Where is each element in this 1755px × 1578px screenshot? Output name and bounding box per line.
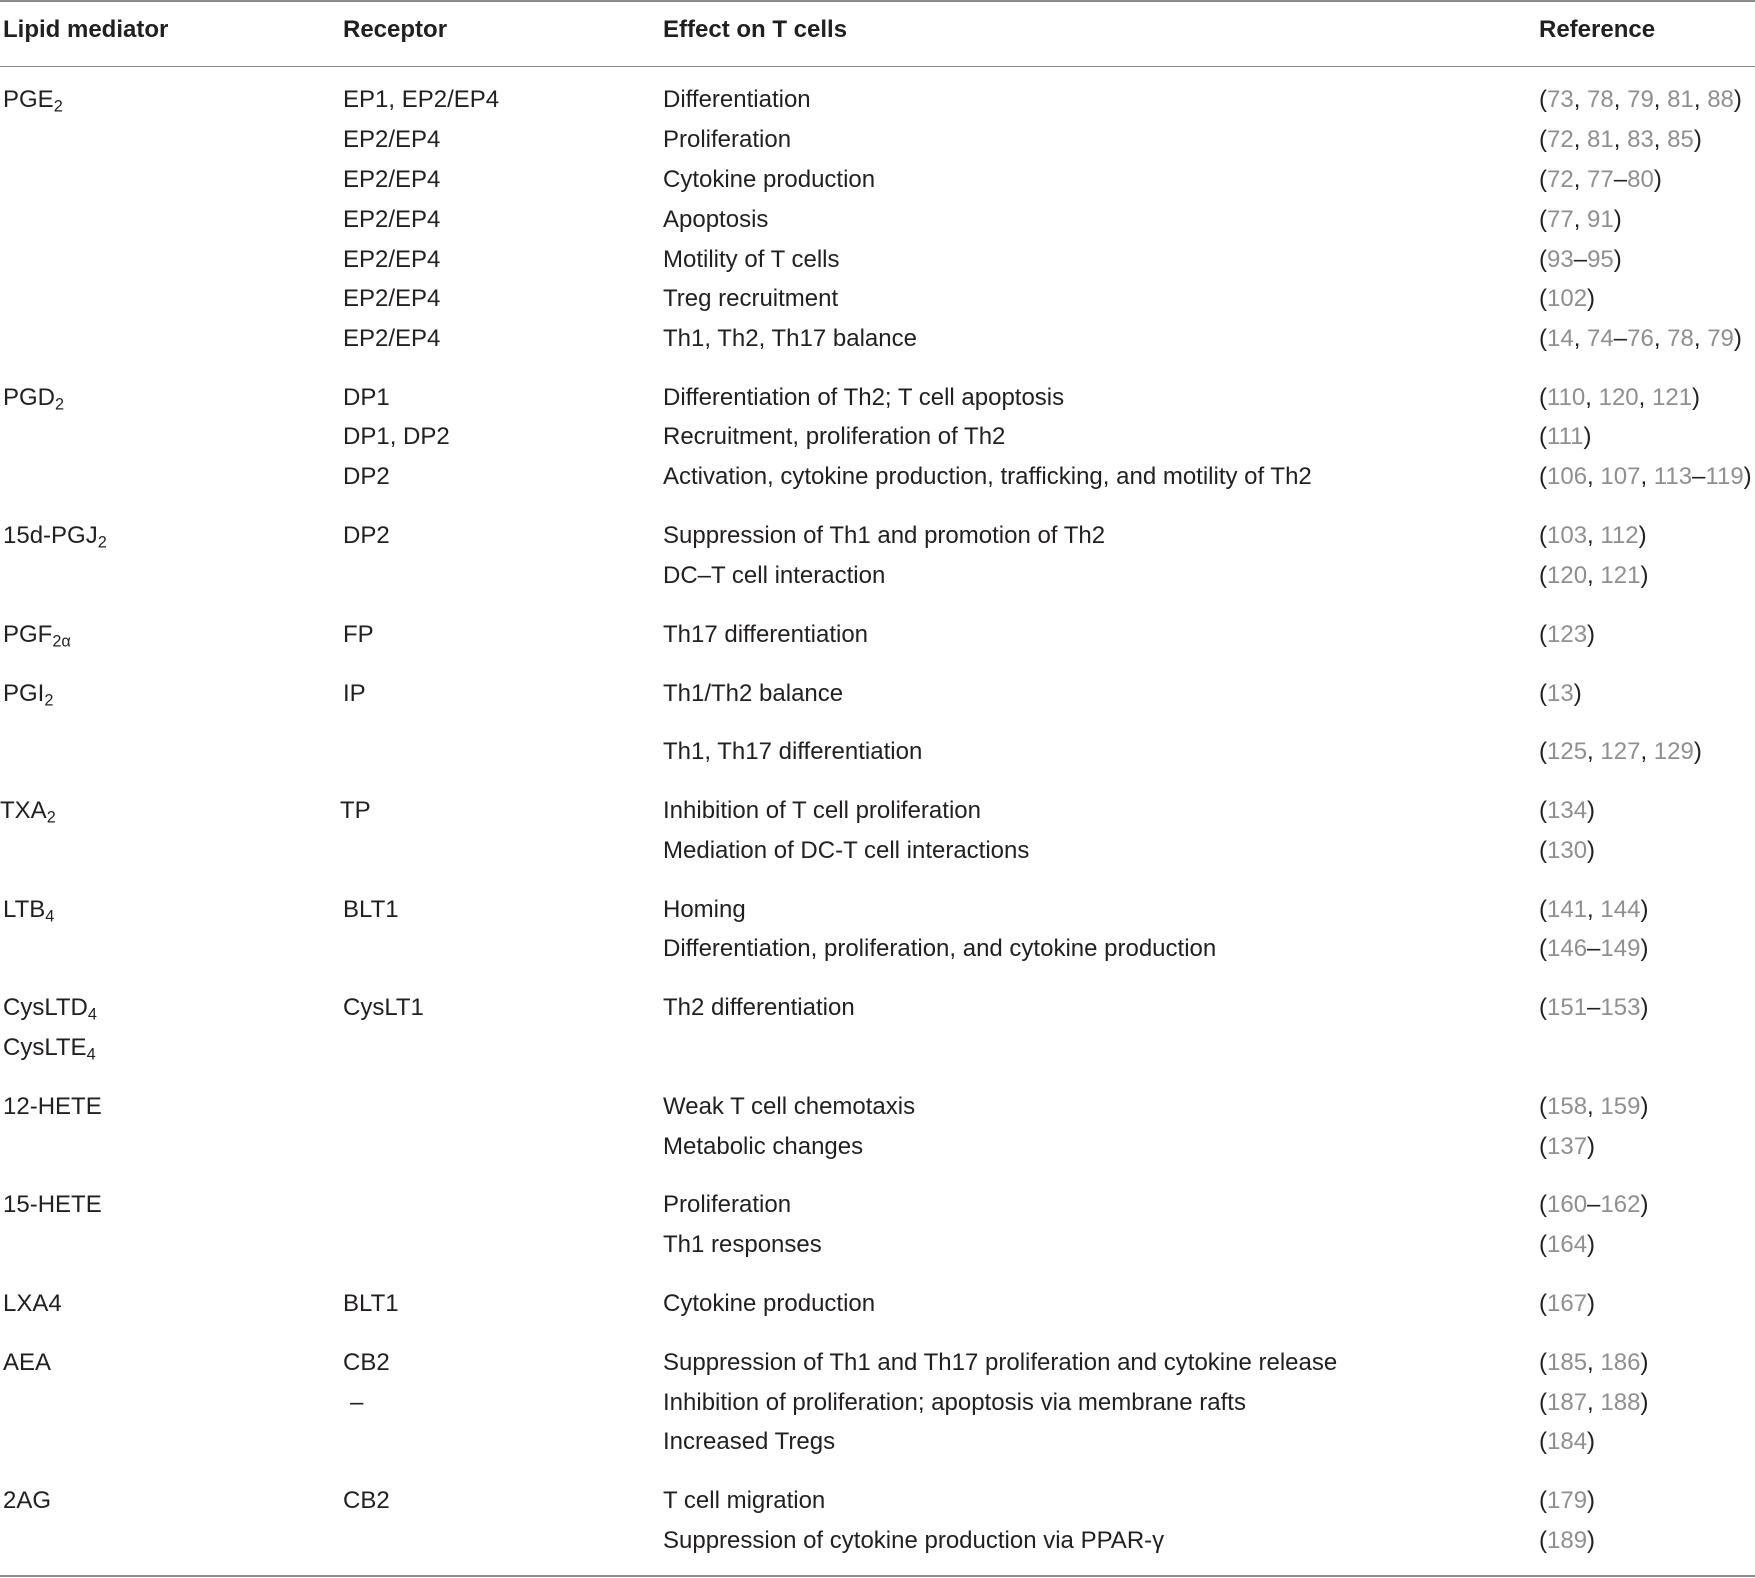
cell-effect: Activation, cytokine production, trafficking, and motility of Th2 [663, 463, 1312, 490]
cell-lipid-mediator: LXA4 [3, 1290, 62, 1317]
table-row [0, 1127, 1755, 1167]
table-row [0, 80, 1755, 120]
table-row [0, 1225, 1755, 1265]
cell-receptor: EP2/EP4 [343, 325, 441, 352]
cell-effect: DC–T cell interaction [663, 562, 886, 589]
cell-effect: Mediation of DC-T cell interactions [663, 837, 1030, 864]
cell-effect: Th1, Th17 differentiation [663, 738, 923, 765]
table-row [0, 516, 1755, 556]
cell-reference: (141, 144) [1539, 896, 1649, 923]
cell-reference: (167) [1539, 1290, 1596, 1317]
cell-reference: (13) [1539, 680, 1582, 707]
cell-lipid-mediator: 12-HETE [3, 1093, 102, 1120]
cell-lipid-mediator: 2AG [3, 1487, 52, 1514]
reference-link[interactable]: 188 [1600, 1389, 1641, 1416]
reference-link[interactable]: 107 [1600, 463, 1641, 490]
cell-effect: Differentiation of Th2; T cell apoptosis [663, 384, 1065, 411]
reference-link[interactable]: 106 [1547, 463, 1588, 490]
cell-reference: (106, 107, 113–119) [1539, 463, 1752, 490]
reference-link[interactable]: 77 [1547, 206, 1574, 233]
reference-link[interactable]: 121 [1600, 562, 1641, 589]
table-row [0, 120, 1755, 160]
cell-receptor: BLT1 [343, 1290, 399, 1317]
cell-effect: Proliferation [663, 1191, 792, 1218]
cell-lipid-mediator: $PGF_{2\alpha}$ [3, 621, 71, 651]
reference-link[interactable]: 164 [1547, 1231, 1588, 1258]
table-row [0, 732, 1755, 772]
reference-link[interactable]: 184 [1547, 1428, 1588, 1455]
top-rule [0, 0, 1755, 2]
cell-receptor: EP2/EP4 [343, 166, 441, 193]
cell-reference: (102) [1539, 285, 1596, 312]
reference-link[interactable]: 120 [1547, 562, 1588, 589]
table-row [0, 1383, 1755, 1423]
reference-link[interactable]: 185 [1547, 1349, 1588, 1376]
cell-reference: (110, 120, 121) [1539, 384, 1701, 411]
cell-effect: Apoptosis [663, 206, 769, 233]
cell-effect: Increased Tregs [663, 1428, 836, 1455]
cell-effect: Proliferation [663, 126, 792, 153]
reference-link[interactable]: 113 [1653, 463, 1693, 490]
cell-reference: (73, 78, 79, 81, 88) [1539, 86, 1742, 113]
reference-link[interactable]: 160 [1547, 1191, 1588, 1218]
table-row [0, 929, 1755, 969]
cell-reference: (184) [1539, 1428, 1596, 1455]
reference-link[interactable]: 93 [1547, 246, 1574, 273]
reference-link[interactable]: 129 [1653, 738, 1694, 765]
cell-reference: (72, 77–80) [1539, 166, 1662, 193]
reference-link[interactable]: 72 [1547, 126, 1574, 153]
cell-reference: (134) [1539, 797, 1596, 824]
reference-link[interactable]: 80 [1627, 166, 1654, 193]
reference-link[interactable]: 78 [1587, 86, 1614, 113]
table-row [0, 200, 1755, 240]
reference-link[interactable]: 103 [1547, 522, 1588, 549]
reference-link[interactable]: 125 [1547, 738, 1588, 765]
cell-receptor: EP2/EP4 [343, 126, 441, 153]
reference-link[interactable]: 159 [1600, 1093, 1641, 1120]
cell-effect: Suppression of Th1 and promotion of Th2 [663, 522, 1106, 549]
table-row [0, 279, 1755, 319]
cell-effect: Inhibition of T cell proliferation [663, 797, 981, 824]
reference-link[interactable]: 130 [1547, 837, 1588, 864]
reference-link[interactable]: 179 [1547, 1487, 1588, 1514]
table-row [0, 319, 1755, 359]
reference-link[interactable]: 141 [1547, 896, 1588, 923]
cell-receptor: TP [340, 797, 371, 824]
cell-reference: (93–95) [1539, 246, 1622, 273]
cell-receptor: EP1, EP2/EP4 [343, 86, 500, 113]
reference-link[interactable]: 13 [1547, 680, 1574, 707]
reference-link[interactable]: 95 [1587, 246, 1614, 273]
cell-receptor: EP2/EP4 [343, 246, 441, 273]
cell-effect: Metabolic changes [663, 1133, 864, 1160]
cell-reference: (146–149) [1539, 935, 1649, 962]
cell-effect: Th17 differentiation [663, 621, 869, 648]
reference-link[interactable]: 153 [1600, 994, 1641, 1021]
cell-reference: (160–162) [1539, 1191, 1649, 1218]
cell-lipid-mediator: $PGD_2$ [3, 384, 65, 414]
cell-reference: (103, 112) [1539, 522, 1647, 549]
cell-receptor: IP [343, 680, 366, 707]
header-lipid-mediator: Lipid mediator [3, 16, 169, 43]
cell-lipid-mediator: CysLTE$_4$ [3, 1034, 96, 1064]
cell-reference: (123) [1539, 621, 1596, 648]
cell-reference: (77, 91) [1539, 206, 1622, 233]
cell-receptor: DP2 [343, 463, 390, 490]
cell-effect: Differentiation, proliferation, and cytokine production [663, 935, 1217, 962]
cell-effect: Th1, Th2, Th17 balance [663, 325, 917, 352]
cell-effect: Homing [663, 896, 746, 923]
reference-link[interactable]: 134 [1547, 797, 1588, 824]
cell-lipid-mediator: $PGE_2$ [3, 86, 63, 116]
reference-link[interactable]: 83 [1627, 126, 1654, 153]
reference-link[interactable]: 146 [1547, 935, 1588, 962]
cell-reference: (137) [1539, 1133, 1596, 1160]
reference-link[interactable]: 14 [1547, 325, 1574, 352]
reference-link[interactable]: 189 [1547, 1527, 1588, 1554]
reference-link[interactable]: 91 [1587, 206, 1614, 233]
cell-reference: (187, 188) [1539, 1389, 1649, 1416]
reference-link[interactable]: 77 [1587, 166, 1614, 193]
table-row [0, 674, 1755, 714]
table-row [0, 988, 1755, 1028]
cell-lipid-mediator: $TXA_2$ [0, 797, 56, 827]
reference-link[interactable]: 76 [1627, 325, 1654, 352]
cell-reference: (72, 81, 83, 85) [1539, 126, 1702, 153]
cell-effect: Suppression of Th1 and Th17 proliferation and cytokine release [663, 1349, 1338, 1376]
reference-link[interactable]: 144 [1600, 896, 1641, 923]
cell-receptor: DP1, DP2 [343, 423, 450, 450]
cell-reference: (111) [1539, 423, 1592, 450]
reference-link[interactable]: 72 [1547, 166, 1574, 193]
table-row [0, 1481, 1755, 1521]
reference-link[interactable]: 79 [1707, 325, 1734, 352]
cell-effect: Motility of T cells [663, 246, 840, 273]
table-row [0, 831, 1755, 871]
reference-link[interactable]: 102 [1547, 285, 1588, 312]
cell-reference: (14, 74–76, 78, 79) [1539, 325, 1742, 352]
reference-link[interactable]: 81 [1667, 86, 1694, 113]
cell-lipid-mediator: 15-HETE [3, 1191, 102, 1218]
cell-effect: Treg recruitment [663, 285, 839, 312]
cell-reference: (158, 159) [1539, 1093, 1649, 1120]
cell-receptor: DP1 [343, 384, 390, 411]
cell-reference: (130) [1539, 837, 1596, 864]
table-row [0, 160, 1755, 200]
cell-effect: Cytokine production [663, 1290, 876, 1317]
cell-effect: Cytokine production [663, 166, 876, 193]
reference-link[interactable]: 112 [1600, 522, 1639, 549]
table-row [0, 1028, 1755, 1068]
cell-effect: Recruitment, proliferation of Th2 [663, 423, 1006, 450]
table-row [0, 1185, 1755, 1225]
cell-effect: Differentiation [663, 86, 811, 113]
reference-link[interactable]: 151 [1547, 994, 1588, 1021]
cell-effect: Th2 differentiation [663, 994, 855, 1021]
reference-link[interactable]: 120 [1598, 384, 1639, 411]
table-row [0, 890, 1755, 930]
cell-receptor: DP2 [343, 522, 390, 549]
reference-link[interactable]: 88 [1707, 86, 1734, 113]
table-row [0, 1343, 1755, 1383]
cell-receptor: FP [343, 621, 374, 648]
cell-lipid-mediator: $LTB_4$ [3, 896, 55, 926]
cell-lipid-mediator: CysLTD$_4$ [3, 994, 97, 1024]
reference-link[interactable]: 162 [1600, 1191, 1641, 1218]
table-row [0, 1284, 1755, 1324]
cell-effect: Th1/Th2 balance [663, 680, 844, 707]
cell-effect: T cell migration [663, 1487, 826, 1514]
reference-link[interactable]: 79 [1627, 86, 1654, 113]
table-row [0, 240, 1755, 280]
cell-receptor: EP2/EP4 [343, 206, 441, 233]
reference-link[interactable]: 137 [1547, 1133, 1588, 1160]
reference-link[interactable]: 119 [1705, 463, 1744, 490]
reference-link[interactable]: 127 [1600, 738, 1641, 765]
cell-reference: (125, 127, 129) [1539, 738, 1702, 765]
reference-link[interactable]: 110 [1547, 384, 1586, 411]
table-row [0, 1087, 1755, 1127]
reference-link[interactable]: 78 [1667, 325, 1694, 352]
cell-receptor: BLT1 [343, 896, 399, 923]
table-row [0, 615, 1755, 655]
cell-reference: (120, 121) [1539, 562, 1649, 589]
header-reference: Reference [1539, 16, 1656, 43]
reference-link[interactable]: 186 [1600, 1349, 1641, 1376]
table-row [0, 378, 1755, 418]
cell-reference: (164) [1539, 1231, 1596, 1258]
cell-reference: (189) [1539, 1527, 1596, 1554]
table-row [0, 457, 1755, 497]
cell-receptor: CysLT1 [343, 994, 424, 1021]
cell-effect: Suppression of cytokine production via PPAR-γ [663, 1527, 1165, 1554]
table-row [0, 417, 1755, 457]
reference-link[interactable]: 111 [1547, 423, 1584, 450]
reference-link[interactable]: 73 [1547, 86, 1574, 113]
table-row [0, 1422, 1755, 1462]
table-row [0, 556, 1755, 596]
reference-link[interactable]: 85 [1667, 126, 1694, 153]
cell-effect: Th1 responses [663, 1231, 822, 1258]
header-rule [0, 66, 1755, 67]
header-receptor: Receptor [343, 16, 448, 43]
reference-link[interactable]: 187 [1547, 1389, 1588, 1416]
header-effect-on-t-cells: Effect on T cells [663, 16, 848, 43]
table-row [0, 791, 1755, 831]
reference-link[interactable]: 74 [1587, 325, 1614, 352]
cell-receptor: CB2 [343, 1349, 390, 1376]
cell-reference: (185, 186) [1539, 1349, 1649, 1376]
cell-receptor: CB2 [343, 1487, 390, 1514]
cell-effect: Weak T cell chemotaxis [663, 1093, 916, 1120]
cell-effect: Inhibition of proliferation; apoptosis via membrane rafts [663, 1389, 1246, 1416]
cell-receptor: – [350, 1389, 364, 1416]
reference-link[interactable]: 123 [1547, 621, 1588, 648]
table-row [0, 1521, 1755, 1561]
cell-lipid-mediator: $PGI_2$ [3, 680, 54, 710]
reference-link[interactable]: 167 [1547, 1290, 1588, 1317]
reference-link[interactable]: 81 [1587, 126, 1614, 153]
bottom-rule [0, 1575, 1755, 1577]
reference-link[interactable]: 149 [1600, 935, 1641, 962]
cell-receptor: EP2/EP4 [343, 285, 441, 312]
cell-lipid-mediator: $15d-PGJ_2$ [3, 522, 107, 552]
cell-lipid-mediator: AEA [3, 1349, 52, 1376]
cell-reference: (179) [1539, 1487, 1596, 1514]
reference-link[interactable]: 121 [1652, 384, 1693, 411]
cell-reference: (151–153) [1539, 994, 1649, 1021]
reference-link[interactable]: 158 [1547, 1093, 1588, 1120]
